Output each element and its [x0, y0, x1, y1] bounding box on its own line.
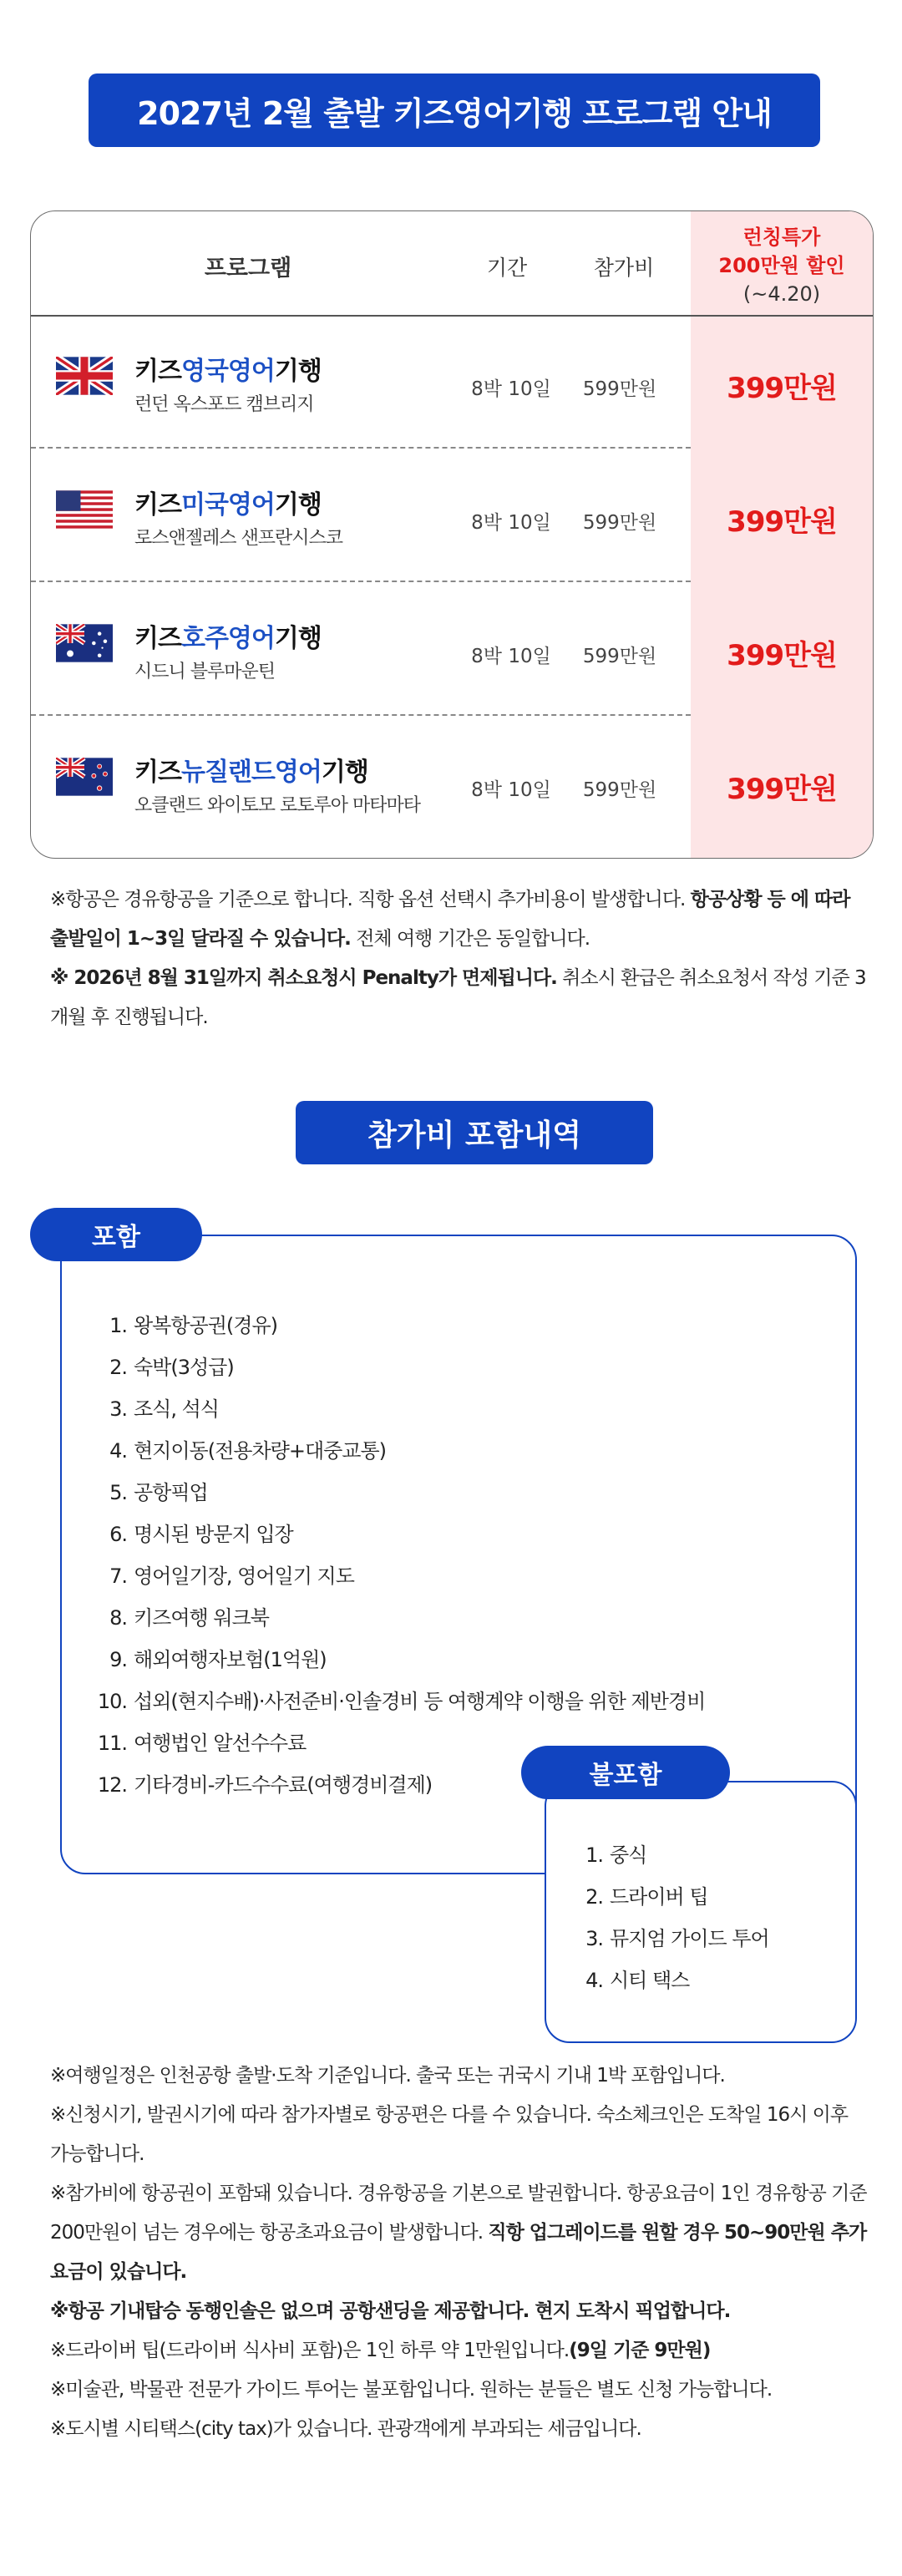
note-airfare: ※참가비에 항공권이 포함돼 있습니다. 경유항공을 기본으로 발권합니다. 항공요금이 1인 경유항공 기준 200만원이 넘는 경우에는 항공초과요금이 발생합니다. 직항 업그레이드를 원할 경우 50~90만원 추가요금이 있습니다.: [50, 2183, 867, 2283]
list-item-number: 9.: [109, 1648, 127, 1671]
table-row: [31, 716, 873, 849]
list-item-number: 11.: [97, 1732, 127, 1755]
excluded-tab: 불포함: [521, 1746, 730, 1799]
list-item: [94, 1388, 829, 1430]
program-price: 399만원: [727, 372, 837, 405]
excluded-list: [570, 1834, 837, 2001]
list-item-number: 10.: [97, 1690, 127, 1713]
list-item: [94, 1597, 829, 1639]
list-item: [94, 1555, 829, 1597]
list-item-text: 뮤지엄 가이드 투어: [610, 1927, 769, 1950]
list-item-text: 공항픽업: [134, 1481, 208, 1504]
program-duration: 8박 10일: [471, 512, 551, 534]
note-driver-tip: ※드라이버 팁(드라이버 식사비 포함)은 1인 하루 약 1만원입니다.(9일 기준 9만원): [50, 2340, 711, 2361]
list-item-number: 6.: [109, 1523, 127, 1546]
included-tab: 포함: [30, 1208, 202, 1261]
list-item-text: 드라이버 팁: [610, 1885, 708, 1909]
list-item-text: 영어일기장, 영어일기 지도: [134, 1564, 354, 1588]
list-item-number: 5.: [109, 1481, 127, 1504]
note-flight: ※항공은 경유항공을 기준으로 합니다. 직항 옵션 선택시 추가비용이 발생합니다. 항공상황 등 에 따라 출발일이 1~3일 달라질 수 있습니다. 전체 여행 기간은 동일합니다.: [50, 889, 850, 950]
program-price: 399만원: [727, 505, 837, 539]
list-item-text: 해외여행자보험(1억원): [134, 1648, 327, 1671]
program-cities: 오클랜드 와이토모 로토루아 마타마타: [134, 795, 421, 816]
program-fee: 599만원: [582, 646, 657, 667]
note-flights: ※신청시기, 발권시기에 따라 참가자별로 항공편은 다를 수 있습니다. 숙소체크인은 도착일 16시 이후 가능합니다.: [50, 2104, 849, 2165]
list-item-text: 조식, 석식: [134, 1397, 219, 1421]
program-name: 키즈호주영어기행: [134, 624, 322, 653]
discount-label: 런칭특가: [742, 226, 821, 249]
list-item-text: 시티 택스: [610, 1969, 690, 1992]
list-item-number: 2.: [585, 1885, 603, 1909]
program-price: 399만원: [727, 639, 837, 672]
note-cancel: ※ 2026년 8월 31일까지 취소요청시 Penalty가 면제됩니다. 취소시 환급은 취소요청서 작성 기준 3개월 후 진행됩니다.: [50, 967, 866, 1028]
program-table: [30, 210, 874, 859]
list-item: [94, 1472, 829, 1514]
list-item: [94, 1430, 829, 1472]
program-cities: 런던 옥스포드 캠브리지: [134, 394, 314, 415]
table-row: [31, 582, 873, 716]
list-item-text: 중식: [610, 1843, 647, 1867]
table-header: [31, 211, 873, 317]
au-flag-icon: [56, 624, 113, 662]
list-item-text: 현지이동(전용차량+대중교통): [134, 1439, 387, 1463]
header-fee: 참가비: [593, 256, 655, 280]
program-duration: 8박 10일: [471, 378, 551, 400]
list-item: [570, 1876, 837, 1918]
nz-flag-icon: [56, 758, 113, 796]
program-cities: 시드니 블루마운틴: [134, 662, 276, 682]
list-item-number: 12.: [97, 1773, 127, 1797]
program-name: 키즈영국영어기행: [134, 357, 322, 386]
list-item-text: 기타경비-카드수수료(여행경비결제): [134, 1773, 433, 1797]
list-item-number: 7.: [109, 1564, 127, 1588]
list-item: [94, 1305, 829, 1346]
us-flag-icon: [56, 490, 113, 529]
list-item-number: 1.: [585, 1843, 603, 1867]
list-item-text: 섭외(현지수배)·사전준비·인솔경비 등 여행계약 이행을 위한 제반경비: [134, 1690, 706, 1713]
table-row: [31, 315, 873, 449]
header-discount: [691, 223, 873, 308]
uk-flag-icon: [56, 357, 113, 395]
program-fee: 599만원: [582, 512, 657, 534]
list-item: [570, 1834, 837, 1876]
note-escort: ※항공 기내탑승 동행인솔은 없으며 공항샌딩을 제공합니다. 현지 도착시 픽업합니다.: [50, 2300, 731, 2322]
list-item-number: 2.: [109, 1356, 127, 1379]
note-museum: ※미술관, 박물관 전문가 가이드 투어는 불포함입니다. 원하는 분들은 별도 신청 가능합니다.: [50, 2379, 773, 2401]
list-item: [94, 1346, 829, 1388]
list-item: [570, 1960, 837, 2001]
list-item-text: 명시된 방문지 입장: [134, 1523, 293, 1546]
list-item-number: 4.: [585, 1969, 603, 1992]
program-name: 키즈미국영어기행: [134, 490, 322, 520]
list-item: [94, 1639, 829, 1681]
list-item: [570, 1918, 837, 1960]
list-item-number: 3.: [109, 1397, 127, 1421]
header-program: 프로그램: [204, 256, 292, 281]
list-item-number: 1.: [109, 1314, 127, 1337]
list-item: [94, 1514, 829, 1555]
program-duration: 8박 10일: [471, 646, 551, 667]
note-city-tax: ※도시별 시티택스(city tax)가 있습니다. 관광객에게 부과되는 세금입니다.: [50, 2418, 641, 2440]
included-list: [94, 1305, 829, 1806]
list-item: [94, 1681, 829, 1722]
list-item-text: 키즈여행 워크북: [134, 1606, 269, 1630]
list-item-number: 4.: [109, 1439, 127, 1463]
list-item-number: 8.: [109, 1606, 127, 1630]
section-title: 참가비 포함내역: [296, 1101, 653, 1164]
program-fee: 599만원: [582, 779, 657, 801]
list-item-text: 왕복항공권(경유): [134, 1314, 278, 1337]
list-item-text: 여행법인 알선수수료: [134, 1732, 307, 1755]
header-duration: 기간: [486, 256, 528, 280]
program-name: 키즈뉴질랜드영어기행: [134, 758, 368, 787]
program-duration: 8박 10일: [471, 779, 551, 801]
page-title: 2027년 2월 출발 키즈영어기행 프로그램 안내: [89, 74, 820, 147]
flight-notes: [50, 880, 869, 1037]
travel-notes: [50, 2056, 869, 2449]
program-cities: 로스앤젤레스 샌프란시스코: [134, 528, 343, 549]
table-row: [31, 449, 873, 582]
list-item-number: 3.: [585, 1927, 603, 1950]
discount-deadline: (~4.20): [742, 282, 821, 306]
program-fee: 599만원: [582, 378, 657, 400]
list-item-text: 숙박(3성급): [134, 1356, 234, 1379]
note-itinerary: ※여행일정은 인천공항 출발·도착 기준입니다. 출국 또는 귀국시 기내 1박 포함입니다.: [50, 2065, 725, 2087]
program-price: 399만원: [727, 773, 837, 806]
discount-amount: 200만원 할인: [718, 254, 845, 277]
